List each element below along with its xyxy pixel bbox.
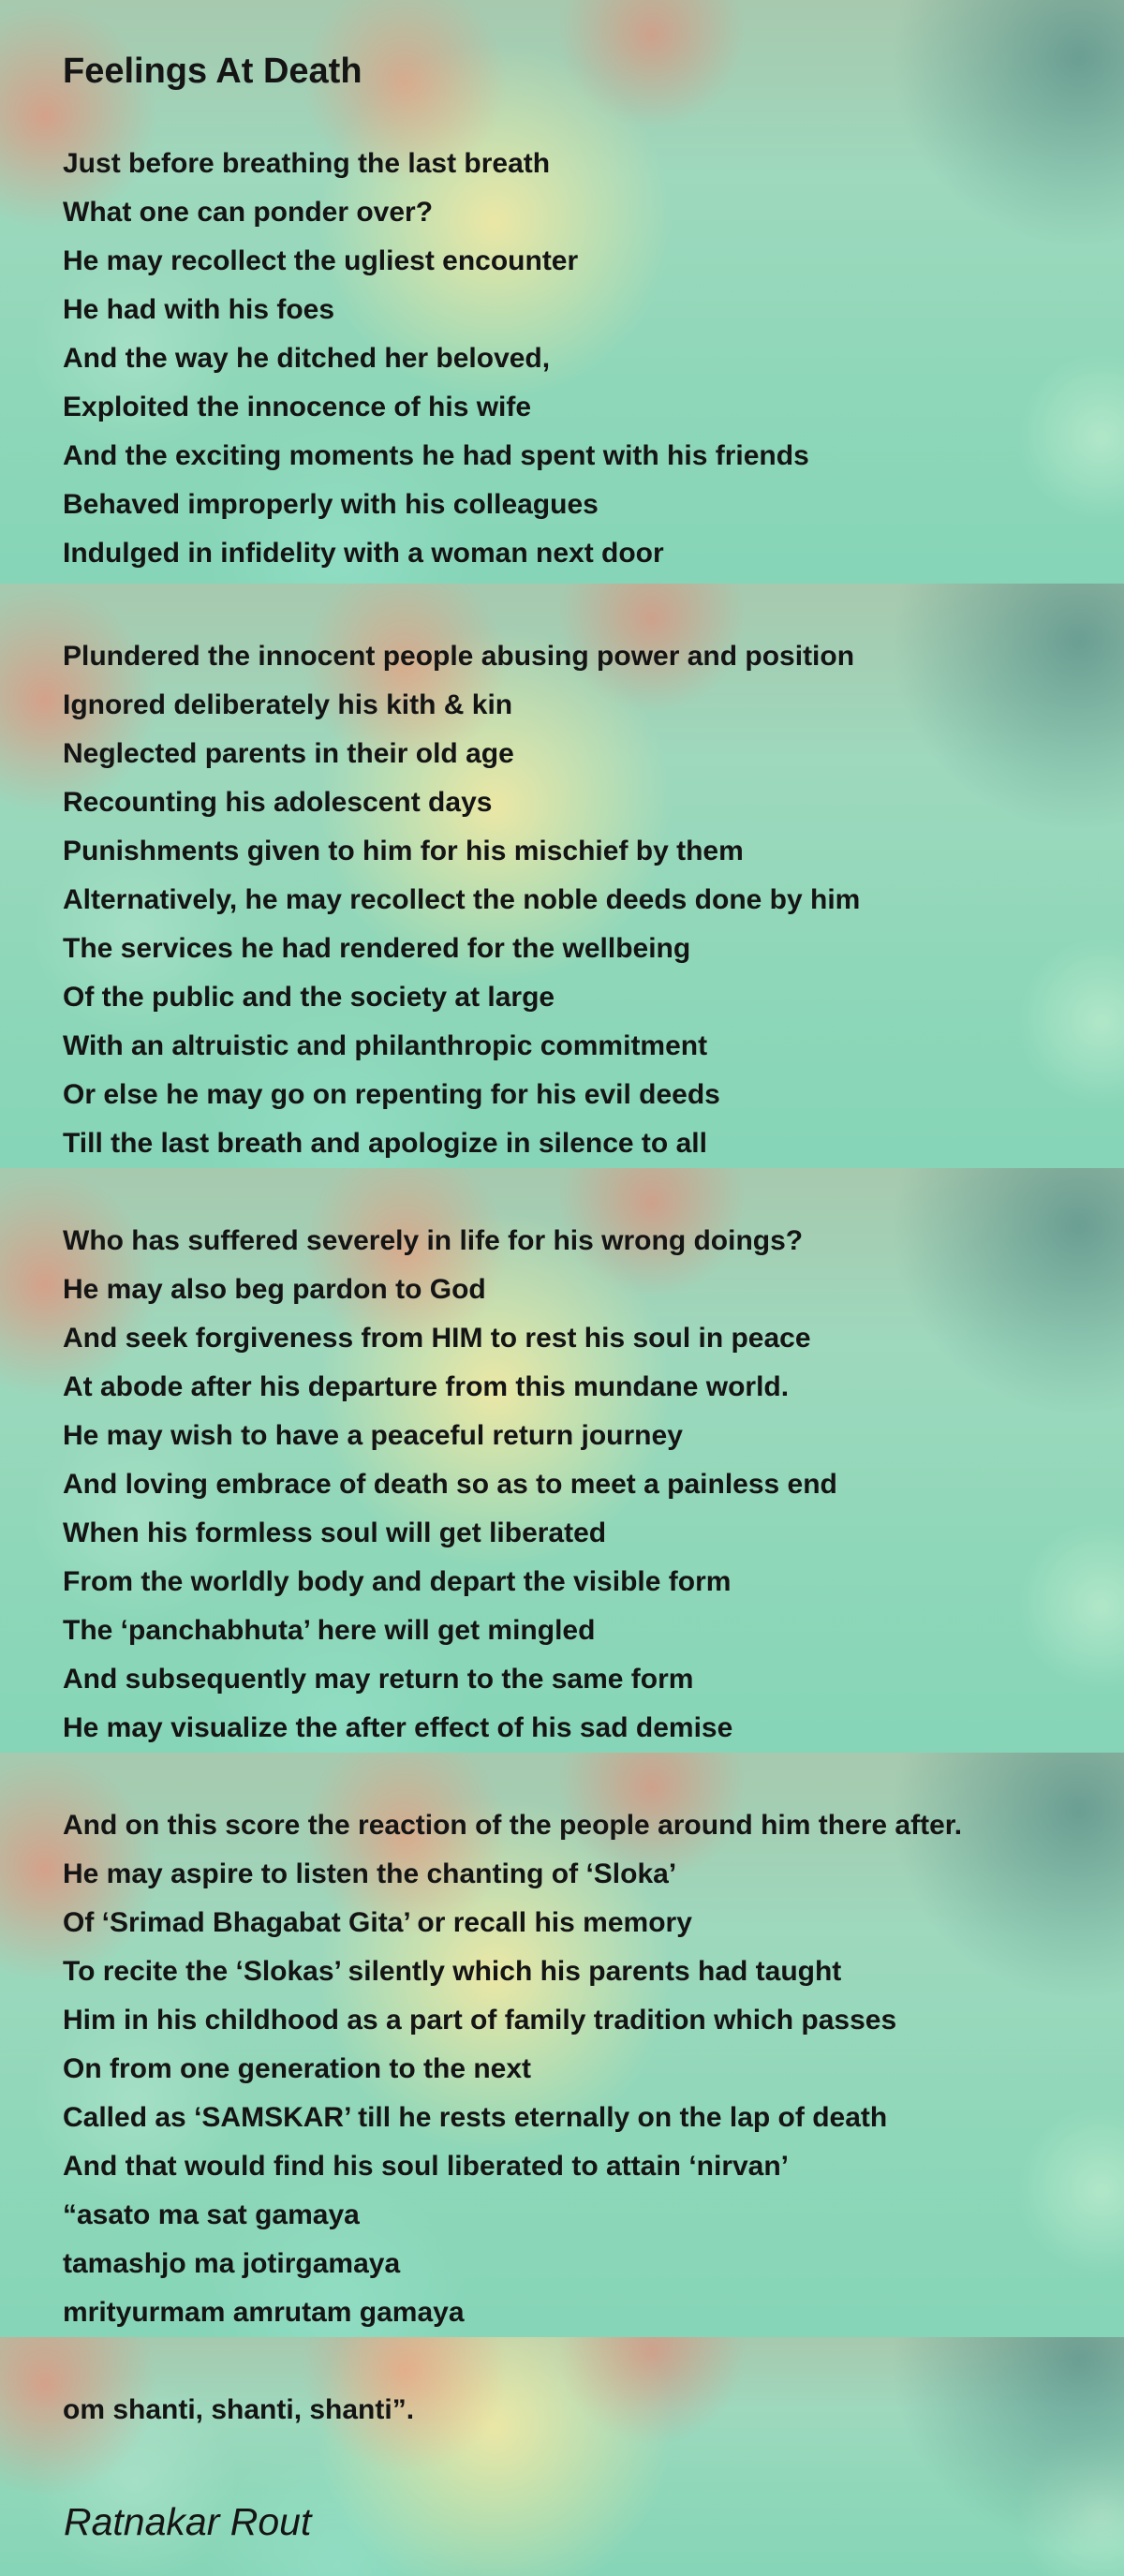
poem-line: And seek forgiveness from HIM to rest his soul in peace xyxy=(63,1323,811,1354)
poem-line: With an altruistic and philanthropic commitment xyxy=(63,1030,708,1061)
poem-line: He may also beg pardon to God xyxy=(63,1274,486,1305)
stanza-5 xyxy=(0,2386,1124,2435)
poem-line: “asato ma sat gamaya xyxy=(63,2199,360,2230)
poem-panel-2 xyxy=(0,584,1124,1168)
poem-line: Ignored deliberately his kith & kin xyxy=(63,689,513,720)
poem-line: To recite the ‘Slokas’ silently which his parents had taught xyxy=(63,1956,842,1987)
poem-line: He had with his foes xyxy=(63,294,335,325)
poem-line: The ‘panchabhuta’ here will get mingled xyxy=(63,1615,596,1646)
stanza-1 xyxy=(0,140,1124,578)
poem-panel-3 xyxy=(0,1168,1124,1753)
poem-line: What one can ponder over? xyxy=(63,197,434,228)
poem-line: Indulged in infidelity with a woman next door xyxy=(63,538,664,569)
poem-line: And the way he ditched her beloved, xyxy=(63,343,551,374)
poem-line: When his formless soul will get liberated xyxy=(63,1517,607,1548)
poem-line: And on this score the reaction of the people around him there after. xyxy=(63,1810,963,1841)
author-name: Ratnakar Rout xyxy=(64,2500,312,2543)
poem-line: He may wish to have a peaceful return journey xyxy=(63,1420,683,1451)
poem-panel-5 xyxy=(0,2337,1124,2576)
poem-line: Neglected parents in their old age xyxy=(63,738,514,769)
stanza-3 xyxy=(0,1217,1124,1753)
stanza-4 xyxy=(0,1801,1124,2337)
poem-line: Behaved improperly with his colleagues xyxy=(63,489,599,520)
poem-line: Punishments given to him for his mischief by them xyxy=(63,836,744,866)
poem-line: Alternatively, he may recollect the noble deeds done by him xyxy=(63,884,861,915)
poem-line: He may visualize the after effect of his sad demise xyxy=(63,1712,733,1743)
poem-line: He may aspire to listen the chanting of ‘Sloka’ xyxy=(63,1858,677,1889)
poem-line: Or else he may go on repenting for his evil deeds xyxy=(63,1079,720,1110)
poem-line: The services he had rendered for the wellbeing xyxy=(63,933,691,964)
poem-line: Till the last breath and apologize in silence to all xyxy=(63,1128,707,1159)
poem-line: Just before breathing the last breath xyxy=(63,148,551,179)
poem-line: At abode after his departure from this mundane world. xyxy=(63,1371,790,1402)
poem-line: Called as ‘SAMSKAR’ till he rests eternally on the lap of death xyxy=(63,2102,888,2133)
poem-line: tamashjo ma jotirgamaya xyxy=(63,2248,401,2279)
poem-panel-1 xyxy=(0,0,1124,584)
poem-line: Exploited the innocence of his wife xyxy=(63,392,532,422)
poem-line: And loving embrace of death so as to meet a painless end xyxy=(63,1469,837,1500)
poem-line: Him in his childhood as a part of family tradition which passes xyxy=(63,2005,897,2036)
poem-line: And the exciting moments he had spent with his friends xyxy=(63,440,809,471)
poem-line: He may recollect the ugliest encounter xyxy=(63,245,579,276)
poem-line: Recounting his adolescent days xyxy=(63,787,493,818)
poem-line: Plundered the innocent people abusing power and position xyxy=(63,641,855,672)
poem-panel-4 xyxy=(0,1753,1124,2337)
poem-line: mrityurmam amrutam gamaya xyxy=(63,2297,465,2328)
stanza-2 xyxy=(0,632,1124,1168)
poem-title: Feelings At Death xyxy=(63,52,362,91)
poem-line: On from one generation to the next xyxy=(63,2053,532,2084)
poem-line: And that would find his soul liberated to attain ‘nirvan’ xyxy=(63,2151,790,2182)
poem-line: Of the public and the society at large xyxy=(63,982,555,1013)
poem-line: Of ‘Srimad Bhagabat Gita’ or recall his memory xyxy=(63,1907,692,1938)
poem-line: Who has suffered severely in life for his wrong doings? xyxy=(63,1225,804,1256)
poem-line: And subsequently may return to the same form xyxy=(63,1664,694,1695)
poem-line: om shanti, shanti, shanti”. xyxy=(63,2394,415,2425)
poem-line: From the worldly body and depart the visible form xyxy=(63,1566,732,1597)
